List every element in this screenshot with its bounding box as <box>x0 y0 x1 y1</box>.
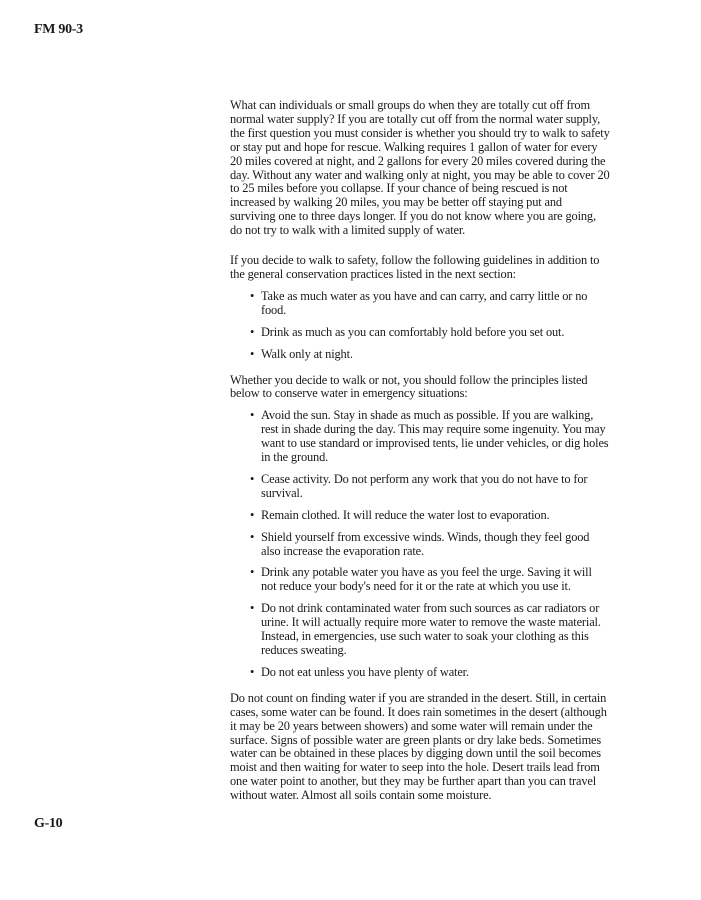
list-item: • Take as much water as you have and can carry, and carry little or no food. <box>230 290 610 318</box>
list-item: • Do not drink contaminated water from such sources as car radiators or urine. It will actually require more water to remove the waste material. Instead, in emergencies, use such water to soak your clothing as this reduces sweating. <box>230 602 610 658</box>
list-item: • Drink as much as you can comfortably hold before you set out. <box>230 326 610 340</box>
list-item: • Walk only at night. <box>230 348 610 362</box>
conserve-principles-list <box>230 409 610 680</box>
list-item: • Do not eat unless you have plenty of water. <box>230 666 610 680</box>
list-item: • Remain clothed. It will reduce the water lost to evaporation. <box>230 509 610 523</box>
paragraph-finding-water: Do not count on finding water if you are stranded in the desert. Still, in certain cases, some water can be found. It does rain sometimes in the desert (although it may be 20 years between showers) and some water will remain under the surface. Signs of possible water are green plants or dry lake beds. Sometimes water can be obtained in these places by digging down until the soil becomes moist and then waiting for water to seep into the hole. Desert trails lead from one water point to another, but they may be further apart than you can travel without water. Almost all soils contain some moisture. <box>230 690 607 803</box>
walk-guidelines-list <box>230 290 610 362</box>
page-number-footer: G-10 <box>34 816 63 831</box>
list-item: • Drink any potable water you have as you feel the urge. Saving it will not reduce your body's need for it or the rate at which you use it. <box>230 566 610 594</box>
list-item: • Avoid the sun. Stay in shade as much as possible. If you are walking, rest in shade during the day. This may require some ingenuity. You may want to use standard or improvised tents, lie under vehicles, or dig holes in the ground. <box>230 409 610 465</box>
paragraph-walk-guidelines: If you decide to walk to safety, follow the following guidelines in addition to the general conservation practices listed in the next section: <box>230 253 600 281</box>
list-item: • Shield yourself from excessive winds. Winds, though they feel good also increase the evaporation rate. <box>230 531 610 559</box>
document-id-header: FM 90-3 <box>34 22 83 37</box>
page-body <box>230 99 610 819</box>
list-item: • Cease activity. Do not perform any work that you do not have to for survival. <box>230 473 610 501</box>
paragraph-cut-off-water: What can individuals or small groups do when they are totally cut off from normal water supply? If you are totally cut off from the normal water supply, the first question you must consider is whether you should try to walk to safety or stay put and hope for rescue. Walking requires 1 gallon of water for every 20 miles covered at night, and 2 gallons for every 20 miles covered during the day. Without any water and walking only at night, you may be able to cover 20 to 25 miles before you collapse. If your chance of being rescued is not increased by walking 20 miles, you may be better off staying put and surviving one to three days longer. If you do not know where you are going, do not try to walk with a limited supply of water. <box>230 98 610 238</box>
paragraph-conserve-principles: Whether you decide to walk or not, you should follow the principles listed below to conserve water in emergency situations: <box>230 372 588 401</box>
